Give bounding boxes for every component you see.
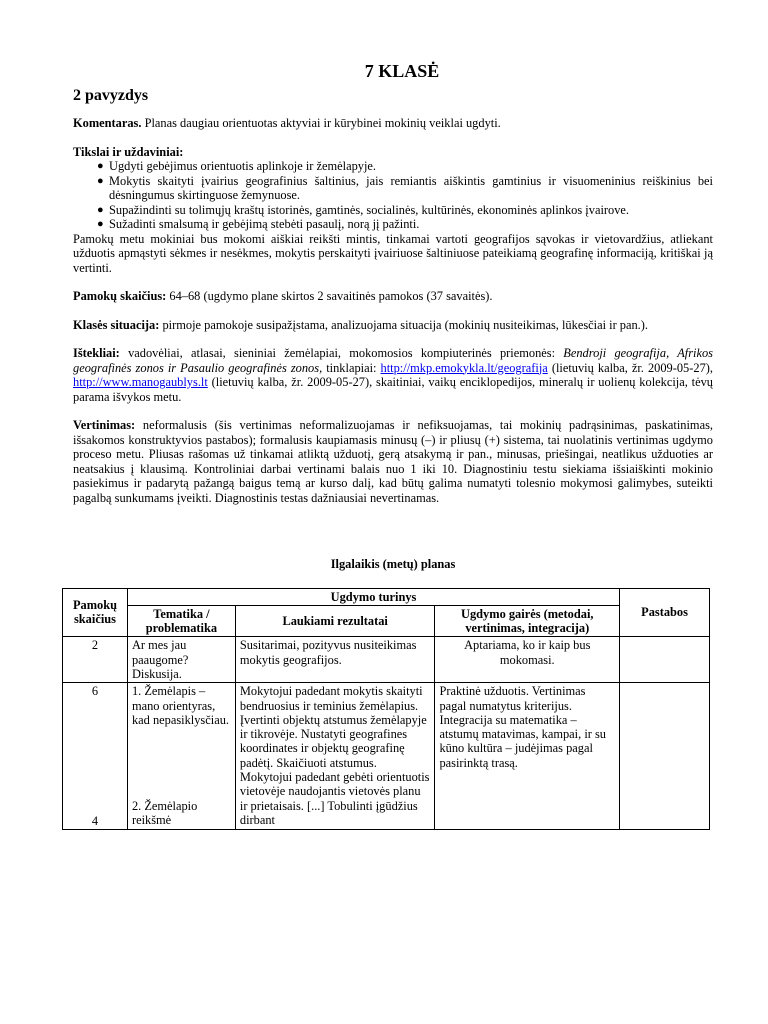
tikslai-after-text: Pamokų metu mokiniai bus mokomi aiškiai reikšti mintis, tinkamai vartoti geografijos sąvokas ir vietovardžius, atliekant užduotis apmąstyti sėkmes ir nesėkmes, mokytis perskaityti įvairiuose šaltiniuose pateikiamą geografinę informaciją, kritiškai ją vertinti. [73, 231, 713, 275]
vertinimas-text: neformalusis (šis vertinimas neformalizuojamas ir nefiksuojamas, tai mokinių padrąsinimas, paskatinimas, išsakomos konstruktyvios pastabos); formalusis kaupiamasis minusų (–) ir pliusų (+) sistema, tai nuolatinis vertinimas ugdymo proceso metu. Pliusas rašomas už tinkamai atliktą užduotį, gerą atsakymą ir pan., minusas, priešingai, neatlikus užduoties ar neatsakius į klausimą. Kontroliniai darbai vertinami balais nuo 1 iki 10. Diagnostiniu testu siekiama išsiaiškinti mokinio pasiekimus ir padarytą pažangą baigus temą ar kurso dalį, kad būtų galima numatyti tolesnio mokymosi galimybes, suteikti pagalbą sunkumams įveikti. Diagnostinis testas dažniausiai nevertinamas. [73, 418, 713, 505]
cell-gaires: Praktinė užduotis. Vertinimas pagal numatytus kriterijus. Integracija su matematika – atstumų matavimas, kampai, ir su kūno kultūra – judėjimas pagal pasirinktą trasą. [435, 683, 620, 830]
goal-item: ● Supažindinti su tolimųjų kraštų istorinės, gamtinės, socialinės, kultūrinės, ekonominės aplinkos įvairove. [97, 202, 629, 217]
klases-situacija-label: Klasės situacija: [73, 317, 160, 332]
komentaras-label: Komentaras. [73, 116, 142, 130]
cell-tema: 1. Žemėlapis – mano orientyras, kad nepasiklysčiau. 2. Žemėlapio reikšmė [127, 683, 235, 830]
header-rezultatai: Laukiami rezultatai [235, 605, 435, 637]
header-pastabos: Pastabos [620, 588, 710, 637]
cell-num: 6 4 [63, 683, 128, 830]
cell-gaires: Aptariama, ko ir kaip bus mokomasi. [435, 637, 620, 683]
document-page [73, 60, 713, 830]
table-row [63, 637, 710, 683]
komentaras-paragraph [73, 116, 713, 131]
klases-situacija-text: pirmoje pamokoje susipažįstama, analizuojama situacija (mokinių nusiteikimas, lūkesčiai ir pan.). [159, 317, 649, 332]
vertinimas-paragraph [73, 418, 713, 505]
komentaras-text: Planas daugiau orientuotas aktyviai ir kūrybinei mokinių veiklai ugdyti. [141, 116, 501, 130]
header-tematika: Tematika / problematika [127, 605, 235, 637]
table-row [63, 683, 710, 830]
pamoku-skaicius-text: 64–68 (ugdymo plane skirtos 2 savaitinės pamokos (37 savaitės). [166, 289, 493, 303]
page-subtitle: 2 pavyzdys [73, 87, 149, 104]
manogaublys-link[interactable]: http://www.manogaublys.lt [73, 375, 208, 389]
bullet-icon: ● [97, 160, 104, 172]
cell-rezultatai: Mokytojui padedant mokytis skaityti bendruosius ir teminius žemėlapius. Įvertinti objektų atstumus žemėlapyje ir tikrovėje. Nustatyti geografines koordinates ir objektų geografinę padėtį. Skaičiuoti atstumus. Mokytojui padedant gebėti orientuotis vietovėje naudojantis vietovės planu ir prietaisais. [...] Tobulinti įgūdžius dirbant [235, 683, 435, 830]
page-title: 7 KLASĖ [364, 61, 440, 81]
geografija-link[interactable]: http://mkp.emokykla.lt/geografija [380, 360, 548, 375]
vertinimas-label: Vertinimas: [73, 418, 136, 432]
istekliai-label: Ištekliai: [73, 346, 120, 360]
goal-item: ● Mokytis skaityti įvairius geografinius šaltinius, jais remiantis aiškintis gamtinius ir visuomeninius reiškinius bei dėsningumus skirtinguose žemynuose. [97, 173, 713, 202]
goal-item: ● Sužadinti smalsumą ir gebėjimą stebėti pasaulį, norą jį pažinti. [97, 217, 420, 231]
bullet-icon: ● [97, 218, 104, 230]
istekliai-italic: Bendroji geografija, Afrikos geografinės zonos ir Pasaulio geografinės zonos, [73, 346, 713, 375]
cell-rezultatai: Susitarimai, pozityvus nusiteikimas mokytis geografijos. [235, 637, 435, 683]
cell-tema: Ar mes jau paaugome? Diskusija. [127, 637, 235, 683]
header-gaires: Ugdymo gairės (metodai, vertinimas, integracija) [435, 605, 620, 637]
pamoku-skaicius-label: Pamokų skaičius: [73, 289, 167, 303]
klases-situacija-paragraph [73, 318, 713, 333]
goal-item: ● Ugdyti gebėjimus orientuotis aplinkoje ir žemėlapyje. [97, 159, 377, 173]
table-header-row [63, 588, 710, 605]
cell-pastabos [620, 683, 710, 830]
plan-table [62, 588, 710, 830]
table-subheader-row [63, 605, 710, 637]
tikslai-heading: Tikslai ir uždaviniai: [73, 144, 184, 159]
header-ugdymo-turinys: Ugdymo turinys [127, 588, 619, 605]
istekliai-paragraph: Ištekliai: vadovėliai, atlasai, sieniniai žemėlapiai, mokomosios kompiuterinės priemonės: Bendroji geografija, Afrikos geografinės zonos ir Pasaulio geografinės zonos, tinklapiai: http://mkp.emokykla.lt/geografija (lietuvių kalba, žr. 2009-05-27), http://www.manogaublys.lt (lietuvių kalba, žr. 2009-05-27), skaitiniai, vaikų enciklopedijos, mineralų ir uolienų kolekcija, tėvų parama išvykos metu. [73, 346, 713, 404]
bullet-icon: ● [97, 174, 104, 187]
pamoku-skaicius-paragraph [73, 289, 713, 304]
cell-num: 2 [63, 637, 128, 683]
goals-list [73, 159, 713, 232]
plan-title: Ilgalaikis (metų) planas [330, 557, 456, 571]
header-pamoku: Pamokų skaičius [63, 588, 128, 637]
bullet-icon: ● [97, 203, 104, 216]
cell-pastabos [620, 637, 710, 683]
